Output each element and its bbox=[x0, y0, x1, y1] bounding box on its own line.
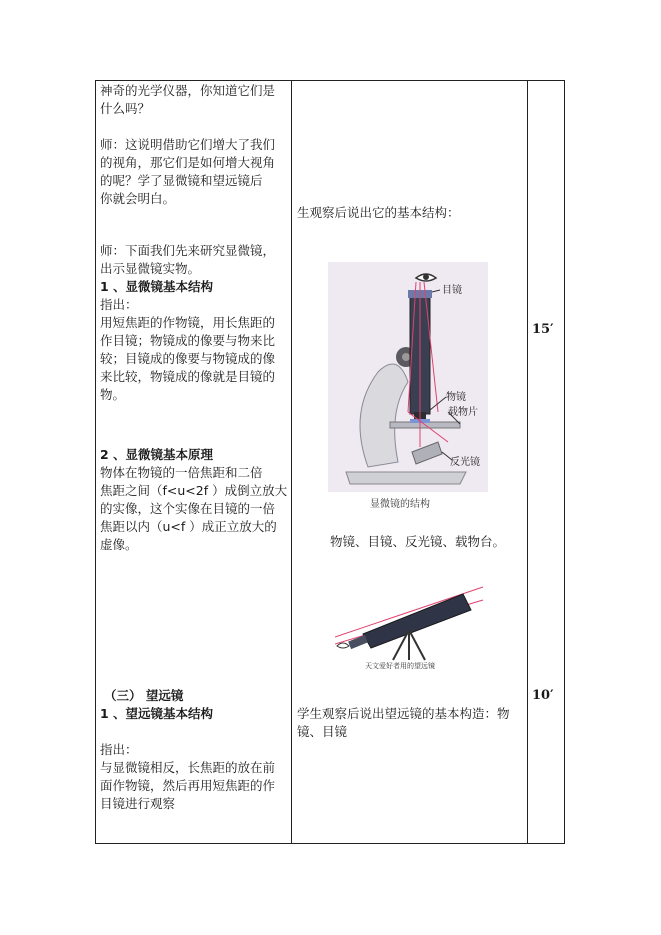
micro-point-line-4: 来比较，物镜成的像就是目镜的 bbox=[100, 369, 276, 384]
tele-structure-heading: 1 、望远镜基本结构 bbox=[100, 706, 214, 721]
label-eyepiece: 目镜 bbox=[442, 285, 462, 296]
micro-point-line-1: 用短焦距的作物镜，用长焦距的 bbox=[100, 315, 276, 330]
teacher1-line-2: 的视角，那它们是如何增大视角 bbox=[100, 155, 276, 170]
tele-point-label: 指出： bbox=[100, 742, 138, 757]
micro-structure-heading: 1 、显微镜基本结构 bbox=[100, 279, 214, 294]
telescope-figure bbox=[335, 582, 485, 670]
observe-micro-text: 生观察后说出它的基本结构： bbox=[297, 205, 460, 220]
tele-point-line-1: 与显微镜相反，长焦距的放在前 bbox=[100, 760, 276, 775]
tele-figure-caption: 天文爱好者用的望远镜 bbox=[365, 662, 435, 670]
time-micro: 15′ bbox=[532, 322, 554, 337]
label-objective: 物镜 bbox=[446, 392, 466, 403]
micro-principle-line-4: 焦距以内（u<f ）成正立放大的 bbox=[100, 519, 277, 534]
tele-section-heading: （三） 望远镜 bbox=[104, 688, 184, 703]
micro-point-line-3: 较；目镜成的像要与物镜成的像 bbox=[100, 351, 276, 366]
teacher1-line-3: 的呢？学了显微镜和望远镜后 bbox=[100, 173, 263, 188]
column-divider bbox=[527, 81, 528, 843]
micro-point-line-5: 物。 bbox=[100, 387, 126, 402]
intro-line-1: 神奇的光学仪器，你知道它们是 bbox=[100, 83, 276, 98]
column-divider bbox=[291, 81, 292, 843]
micro-point-label: 指出： bbox=[100, 297, 138, 312]
tele-point-line-2: 面作物镜，然后再用短焦距的作 bbox=[100, 778, 276, 793]
micro-principle-line-1: 物体在物镜的一倍焦距和二倍 bbox=[100, 465, 263, 480]
micro-parts-answer: 物镜、目镜、反光镜、载物台。 bbox=[330, 534, 506, 549]
intro-line-2: 什么吗？ bbox=[100, 101, 151, 116]
eye-icon bbox=[337, 643, 349, 648]
micro-principle-line-2: 焦距之间（f<u<2f ）成倒立放大 bbox=[100, 483, 288, 498]
micro-figure-caption: 显微镜的结构 bbox=[370, 499, 430, 510]
tele-point-line-3: 目镜进行观察 bbox=[100, 796, 176, 811]
teacher2-line-2: 出示显微镜实物。 bbox=[100, 261, 201, 276]
micro-principle-line-3: 的实像，这个实像在目镜的一倍 bbox=[100, 501, 276, 516]
teacher1-line-4: 你就会明白。 bbox=[100, 191, 176, 206]
label-mirror: 反光镜 bbox=[450, 457, 480, 468]
microscope-figure bbox=[328, 262, 488, 512]
teacher2-line-1: 师：下面我们先来研究显微镜， bbox=[100, 243, 276, 258]
observe-tele-line-2: 镜、目镜 bbox=[297, 724, 348, 739]
observe-tele-line-1: 学生观察后说出望远镜的基本构造：物 bbox=[297, 706, 510, 721]
teacher1-line-1: 师：这说明借助它们增大了我们 bbox=[100, 137, 276, 152]
label-slide: 载物片 bbox=[448, 407, 478, 418]
time-tele: 10′ bbox=[532, 688, 554, 703]
micro-point-line-2: 作目镜；物镜成的像要与物来比 bbox=[100, 333, 276, 348]
micro-principle-heading: 2 、显微镜基本原理 bbox=[100, 447, 214, 462]
micro-principle-line-5: 虚像。 bbox=[100, 537, 138, 552]
